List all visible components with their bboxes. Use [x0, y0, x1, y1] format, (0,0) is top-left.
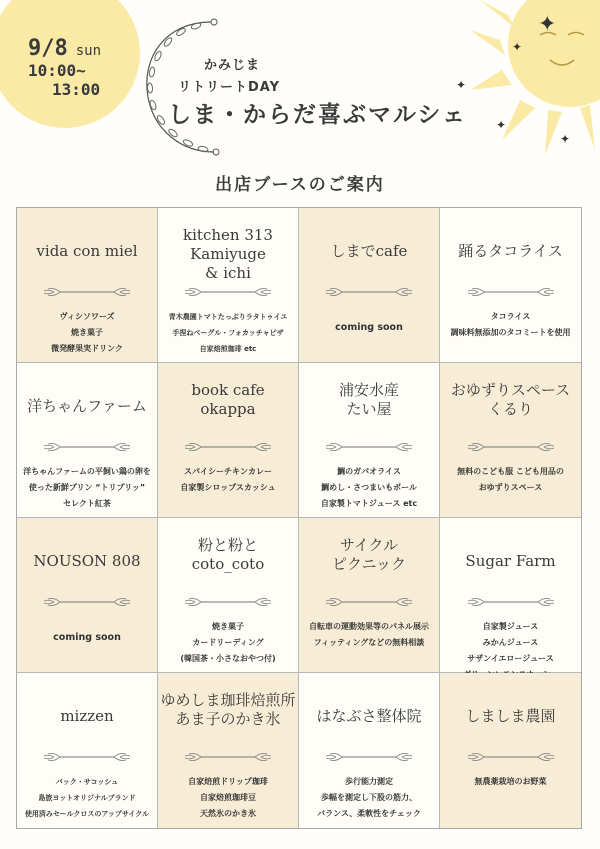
booth-name-line: 浦安水産 [338, 381, 399, 399]
booth-description [442, 464, 579, 496]
booth-description-line: 天然氷のかき氷 [200, 809, 256, 818]
booth-name-line: coto_coto [191, 555, 265, 573]
booth-description-line: タコライス [490, 312, 531, 321]
booth-divider [299, 284, 439, 303]
booth-description [19, 309, 155, 357]
booth-divider [17, 439, 157, 458]
booth-name-line: たい屋 [346, 400, 392, 418]
booth-name-line: あま子のかき氷 [175, 710, 281, 728]
booth-description-line: ヴィシソワーズ [59, 312, 115, 321]
booth-divider [17, 284, 157, 303]
booth-name [158, 381, 298, 419]
event-date: 9/8 sun [28, 36, 102, 61]
sparkle-icon: ✦ [538, 12, 557, 37]
booth-divider [299, 749, 439, 768]
booth-name-line: mizzen [60, 707, 114, 725]
booth-name [299, 242, 439, 261]
booth-description [160, 464, 296, 496]
booth-name-line: 粉と粉と [197, 536, 258, 554]
booth-description-line: 島旅ヨットオリジナルブランド [38, 794, 136, 802]
booth-name-line: Sugar Farm [465, 552, 556, 570]
booth-divider [17, 749, 157, 768]
booth-cell [17, 518, 158, 673]
booth-description [301, 464, 437, 512]
booth-description [19, 630, 155, 646]
booth-divider [440, 749, 581, 768]
booth-description-line: coming soon [53, 632, 121, 643]
booth-name-line: サイクル [339, 536, 399, 554]
event-subtitle: リトリートDAY [178, 80, 281, 95]
booth-description-line: 自家製トマトジュース etc [320, 499, 418, 508]
booth-cell [299, 363, 440, 518]
booth-description-line: おゆずりスペース [478, 483, 543, 492]
booth-description-line: 自家製シロップスカッシュ [180, 483, 276, 492]
event-title: しま・からだ喜ぶマルシェ [168, 102, 467, 128]
booth-description-line: (韓国茶・小さなおやつ付) [180, 654, 276, 663]
booth-name-line: & ichi [205, 264, 251, 282]
booth-description-line: 調味料無添加のタコミートを使用 [450, 328, 571, 337]
booth-name-line: はなぶさ整体院 [316, 707, 422, 725]
booth-cell [440, 673, 581, 828]
booth-description-line: バランス、柔軟性をチェック [317, 809, 421, 818]
booth-cell [299, 208, 440, 363]
booth-cell [17, 673, 158, 828]
booth-name-line: 洋ちゃんファーム [27, 397, 147, 415]
booth-divider [158, 284, 298, 303]
booth-name [440, 707, 581, 726]
booth-name-line: kitchen 313 [183, 226, 273, 244]
sparkle-icon: ✦ [560, 132, 571, 146]
booth-description [160, 619, 296, 667]
sparkle-icon: ✦ [512, 40, 523, 54]
booth-description-line: バック・サコッシュ [55, 778, 119, 786]
booth-cell [440, 518, 581, 673]
booth-description-line: 青木農園トマトたっぷりラタトゥイユ [168, 313, 288, 321]
booth-description-line: 鯛めし・さつまいもボール [321, 483, 417, 492]
leaf-divider-icon [183, 440, 273, 454]
booth-name [158, 226, 298, 283]
booth-name-line: Kamiyuge [190, 245, 266, 263]
booth-name-line: book cafe [191, 381, 265, 399]
booth-description [442, 774, 579, 790]
booth-name-line: ゆめしま珈琲焙煎所 [160, 691, 296, 709]
booth-description [19, 774, 155, 822]
booth-name [17, 397, 157, 416]
event-time-start: 10:00~ [28, 61, 86, 80]
booth-name-line: okappa [200, 400, 256, 418]
leaf-divider-icon [466, 750, 556, 764]
leaf-divider-icon [324, 440, 414, 454]
booth-description [160, 309, 296, 357]
booth-name [158, 691, 298, 729]
booth-cell [299, 673, 440, 828]
booth-description-line: カードリーディング [192, 638, 264, 647]
booth-divider [158, 749, 298, 768]
booth-description-line: 自転車の運動効果等のパネル展示 [309, 622, 429, 631]
booth-description-line: 使った新鮮プリン “トリプリッ” [28, 483, 146, 492]
leaf-divider-icon [466, 595, 556, 609]
booth-grid [16, 207, 582, 829]
booth-name [440, 242, 581, 261]
booth-cell [17, 363, 158, 518]
leaf-divider-icon [466, 285, 556, 299]
booth-description [442, 309, 579, 341]
booth-description-line: セレクト紅茶 [63, 499, 111, 508]
booth-divider [299, 594, 439, 613]
booth-name [299, 381, 439, 419]
booth-description [160, 774, 296, 822]
booth-divider [299, 439, 439, 458]
leaf-divider-icon [42, 750, 132, 764]
booth-description-line: 洋ちゃんファームの平飼い鶏の卵を [23, 467, 151, 476]
booth-divider [440, 594, 581, 613]
booth-description-line: フィッティングなどの無料相談 [313, 638, 425, 647]
booth-name-line: 踊るタコライス [458, 242, 563, 260]
booth-name [158, 536, 298, 574]
booth-description-line: 無農薬栽培のお野菜 [474, 777, 547, 786]
booth-description-line: 手捏ねベーグル・フォカッチャピザ [172, 329, 284, 337]
leaf-divider-icon [324, 750, 414, 764]
booth-name-line: しましま農園 [465, 707, 556, 725]
booth-cell [299, 518, 440, 673]
leaf-divider-icon [324, 285, 414, 299]
booth-cell [17, 208, 158, 363]
leaf-divider-icon [183, 285, 273, 299]
event-organizer: かみじま [204, 58, 261, 73]
leaf-divider-icon [324, 595, 414, 609]
booth-name [440, 381, 581, 419]
booth-name [17, 242, 157, 261]
booth-cell [440, 208, 581, 363]
booth-description-line: coming soon [335, 322, 403, 333]
booth-description [301, 619, 437, 651]
booth-description-line: 自家焙煎ドリップ珈琲 [188, 777, 268, 786]
leaf-divider-icon [42, 595, 132, 609]
booth-name [440, 552, 581, 571]
leaf-divider-icon [42, 285, 132, 299]
booth-name-line: vida con miel [36, 242, 138, 260]
booth-divider [17, 594, 157, 613]
event-time-end: 13:00 [52, 80, 101, 99]
booth-description-line: 焼き菓子 [71, 328, 103, 337]
leaf-divider-icon [466, 440, 556, 454]
date-block [28, 36, 101, 99]
booth-description-line: 焼き菓子 [212, 622, 244, 631]
booth-description-line: 歩幅を測定し下股の筋力、 [321, 793, 417, 802]
booth-description [19, 464, 155, 512]
booth-name [17, 552, 157, 571]
booth-name-line: ピクニック [331, 555, 407, 573]
booth-divider [158, 439, 298, 458]
booth-description [301, 320, 437, 336]
booth-description-line: 自家製ジュース [482, 622, 539, 631]
booth-cell [440, 363, 581, 518]
booth-name [299, 536, 439, 574]
booth-description-line: 無料のこども服 こども用品の [457, 467, 564, 476]
booth-description-line: スパイシーチキンカレー [184, 467, 272, 476]
leaf-divider-icon [183, 750, 273, 764]
booth-description [301, 774, 437, 822]
booth-divider [158, 594, 298, 613]
sparkle-icon: ✦ [496, 118, 507, 132]
booth-description-line: 使用済みセールクロスのアップサイクル [24, 810, 150, 818]
booth-cell [158, 363, 299, 518]
sparkle-icon: ✦ [456, 78, 467, 92]
booth-cell [158, 673, 299, 828]
booth-name-line: しまでcafe [330, 242, 408, 260]
booth-description-line: みかんジュース [482, 638, 539, 647]
booth-name-line: おゆずりスペース [450, 381, 571, 399]
booth-description-line: 自家焙煎珈琲豆 [200, 793, 256, 802]
booth-name [17, 707, 157, 726]
booth-divider [440, 284, 581, 303]
booth-description-line: 鯛のガパオライス [337, 467, 401, 476]
booth-name [299, 707, 439, 726]
booth-cell [158, 518, 299, 673]
booth-cell [158, 208, 299, 363]
booth-description-line: 微発酵果実ドリンク [51, 344, 123, 353]
leaf-divider-icon [183, 595, 273, 609]
booth-description-line: 自家焙煎珈琲 etc [199, 345, 257, 353]
booth-description-line: サザンイエロージュース [467, 654, 554, 663]
booth-name-line: NOUSON 808 [33, 552, 141, 570]
booth-divider [440, 439, 581, 458]
booth-description-line: 歩行能力測定 [345, 777, 393, 786]
booth-name-line: くるり [487, 400, 533, 418]
leaf-divider-icon [42, 440, 132, 454]
section-title: 出店ブースのご案内 [215, 175, 385, 195]
